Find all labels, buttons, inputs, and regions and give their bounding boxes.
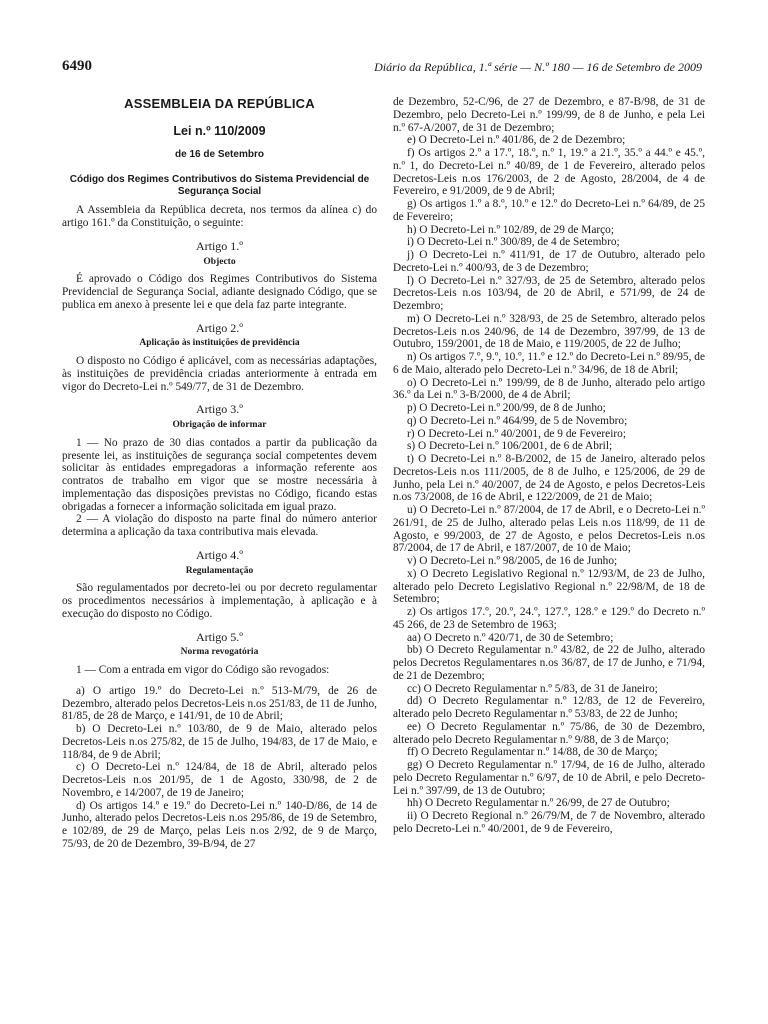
article-3-paragraph-1: 1 — No prazo de 30 dias contados a partir da publicação da presente lei, as instituições de segurança social competentes devem solicitar às entidades empregadoras a informação referente aos contratos de trabalho em vigor que se mostre necessária à implementação das disposições previstas no Código, ficando estas obrigadas a fornecer a informação solicitada em igual prazo.	[62, 436, 377, 513]
list-item: j) O Decreto-Lei n.º 411/91, de 17 de Outubro, alterado pelo Decreto-Lei n.º 400/93, de 3 de Dezembro;	[393, 249, 705, 274]
article-1-text: É aprovado o Código dos Regimes Contributivos do Sistema Previdencial de Segurança Social, adiante designado Código, que se publica em anexo à presente lei e que dela faz parte integrante.	[62, 273, 377, 311]
list-item: dd) O Decreto Regulamentar n.º 12/83, de 12 de Fevereiro, alterado pelo Decreto Regulamentar n.º 53/83, de 22 de Junho;	[393, 695, 705, 720]
article-4-heading: Artigo 4.º	[195, 547, 244, 562]
article-3-paragraph-2: 2 — A violação do disposto na parte final do número anterior determina a aplicação da taxa contributiva mais elevada.	[62, 513, 377, 538]
list-item: n) Os artigos 7.º, 9.º, 10.º, 11.º e 12.º do Decreto-Lei n.º 89/95, de 6 de Maio, alterado pelo Decreto-Lei n.º 34/96, de 18 de Abril;	[393, 351, 705, 376]
list-item: bb) O Decreto Regulamentar n.º 43/82, de 22 de Julho, alterado pelos Decretos Regulamentares n.os 36/87, de 17 de Junho, e 71/94, de 21 de Dezembro;	[393, 644, 705, 682]
list-item: x) O Decreto Legislativo Regional n.º 12/93/M, de 23 de Julho, alterado pelo Decreto Legislativo Regional n.º 22/98/M, de 18 de Setembro;	[393, 567, 705, 606]
assembly-heading: ASSEMBLEIA DA REPÚBLICA	[124, 96, 315, 111]
list-item: e) O Decreto-Lei n.º 401/86, de 2 de Dezembro;	[407, 134, 626, 147]
article-3-heading: Artigo 3.º	[195, 402, 244, 417]
article-1-heading: Artigo 1.º	[195, 238, 244, 253]
article-3-title: Obrigação de informar	[172, 420, 267, 430]
article-5-intro: 1 — Com a entrada em vigor do Código são revogados:	[76, 664, 330, 676]
list-item: g) Os artigos 1.º a 8.º, 10.º e 12.º do Decreto-Lei n.º 64/89, de 25 de Fevereiro;	[393, 198, 705, 223]
list-item: z) Os artigos 17.º, 20.º, 24.º, 127.º, 128.º e 129.º do Decreto n.º 45 266, de 23 de Setembro de 1963;	[393, 606, 705, 631]
article-5-heading: Artigo 5.º	[195, 629, 244, 644]
article-1-title: Objecto	[203, 256, 236, 267]
list-item: t) O Decreto-Lei n.º 8-B/2002, de 15 de Janeiro, alterado pelos Decretos-Leis n.os 111/2005, de 8 de Julho, e 125/2006, de 29 de Junho, pela Lei n.º 40/2007, de 24 de Agosto, e pelos Decretos-Leis n.os 73/2008, de 16 de Abril, e 122/2009, de 21 de Maio;	[393, 453, 705, 504]
list-item: h) O Decreto-Lei n.º 102/89, de 29 de Março;	[407, 223, 615, 236]
article-2-heading: Artigo 2.º	[195, 320, 244, 335]
law-title: Lei n.º 110/2009	[173, 123, 266, 138]
list-item: i) O Decreto-Lei n.º 300/89, de 4 de Setembro;	[407, 236, 620, 249]
list-item: v) O Decreto-Lei n.º 98/2005, de 16 de Junho;	[407, 555, 618, 567]
code-title: Código dos Regimes Contributivos do Sistema Previdencial de Segurança Social	[69, 174, 370, 198]
law-date: de 16 de Setembro	[175, 148, 264, 160]
left-column	[62, 96, 377, 851]
list-item: aa) O Decreto n.º 420/71, de 30 de Setembro;	[407, 631, 614, 644]
list-item: ff) O Decreto Regulamentar n.º 14/88, de 30 de Março;	[407, 746, 658, 759]
list-item: hh) O Decreto Regulamentar n.º 26/99, de 27 de Outubro;	[407, 797, 670, 810]
list-item: a) O artigo 19.º do Decreto-Lei n.º 513-M/79, de 26 de Dezembro, alterado pelos Decretos-Leis n.os 251/83, de 11 de Junho, 81/85, de 28 de Março, e 141/91, de 10 de Abril;	[62, 684, 377, 723]
list-item: r) O Decreto-Lei n.º 40/2001, de 9 de Fevereiro;	[407, 427, 626, 440]
right-column	[393, 96, 705, 836]
list-item: d) Os artigos 14.º e 19.º do Decreto-Lei n.º 140-D/86, de 14 de Junho, alterado pelos Decretos-Leis n.os 295/86, de 19 de Setembro, e 102/89, de 29 de Março, pelas Leis n.os 2/92, de 9 de Março, 75/93, de 20 de Dezembro, 39-B/94, de 27	[62, 799, 377, 850]
list-item: f) Os artigos 2.º a 17.º, 18.º, n.º 1, 19.º a 21.º, 35.º a 44.º e 45.º, n.º 1, do Decreto-Lei n.º 40/89, de 1 de Fevereiro, alterado pelos Decretos-Leis n.os 176/2003, de 2 de Agosto, 28/2004, de 4 de Fevereiro, e 91/2009, de 9 de Abril;	[393, 147, 705, 198]
list-item: u) O Decreto-Lei n.º 87/2004, de 17 de Abril, e o Decreto-Lei n.º 261/91, de 25 de Julho, alterado pelas Leis n.os 118/99, de 11 de Agosto, e 99/2003, de 27 de Agosto, e pelos Decretos-Leis n.os 87/2004, de 17 de Abril, e 187/2007, de 10 de Maio;	[393, 504, 705, 555]
list-item: gg) O Decreto Regulamentar n.º 17/94, de 16 de Julho, alterado pelo Decreto Regulamentar n.º 6/97, de 10 de Abril, e pelo Decreto-Lei n.º 397/99, de 13 de Outubro;	[393, 759, 705, 797]
list-item: ii) O Decreto Regional n.º 26/79/M, de 7 de Novembro, alterado pelo Decreto-Lei n.º 40/2001, de 9 de Fevereiro,	[393, 810, 705, 835]
list-item: o) O Decreto-Lei n.º 199/99, de 8 de Junho, alterado pelo artigo 36.º da Lei n.º 3-B/2000, de 4 de Abril;	[393, 376, 705, 402]
continuation-paragraph: de Dezembro, 52-C/96, de 27 de Dezembro, e 87-B/98, de 31 de Dezembro, pelo Decreto-Lei n.º 199/99, de 8 de Junho, e pela Lei n.º 67-A/2007, de 31 de Dezembro;	[393, 96, 705, 134]
preamble-paragraph: A Assembleia da República decreta, nos termos da alínea c) do artigo 161.º da Constituição, o seguinte:	[62, 204, 377, 229]
page-number: 6490	[62, 58, 92, 74]
list-item: c) O Decreto-Lei n.º 124/84, de 18 de Abril, alterado pelos Decretos-Leis n.os 201/95, de 1 de Agosto, 330/98, de 2 de Novembro, e 14/2007, de 19 de Janeiro;	[62, 761, 377, 799]
article-2-title: Aplicação às instituições de previdência	[139, 338, 300, 349]
running-head: Diário da República, 1.ª série — N.º 180 — 16 de Setembro de 2009	[374, 60, 702, 74]
list-item: s) O Decreto-Lei n.º 106/2001, de 6 de Abril;	[407, 440, 613, 453]
article-5-title: Norma revogatória	[180, 647, 259, 658]
article-2-text: O disposto no Código é aplicável, com as necessárias adaptações, às instituições de previdência criadas anteriormente à entrada em vigor do Decreto-Lei n.º 549/77, de 31 de Dezembro.	[62, 355, 377, 393]
article-4-title: Regulamentação	[185, 565, 254, 576]
page-header	[62, 58, 702, 78]
list-item: m) O Decreto-Lei n.º 328/93, de 25 de Setembro, alterado pelos Decretos-Leis n.os 240/96, de 14 de Dezembro, 397/99, de 13 de Outubro, 159/2001, de 18 de Maio, e 119/2005, de 22 de Julho;	[393, 312, 705, 351]
list-item: l) O Decreto-Lei n.º 327/93, de 25 de Setembro, alterado pelos Decretos-Leis n.os 103/94, de 20 de Abril, e 571/99, de 24 de Dezembro;	[393, 274, 705, 312]
list-item: q) O Decreto-Lei n.º 464/99, de 5 de Novembro;	[407, 414, 628, 427]
list-item: ee) O Decreto Regulamentar n.º 75/86, de 30 de Dezembro, alterado pelo Decreto Regulamentar n.º 9/88, de 3 de Março;	[393, 720, 705, 746]
list-item: p) O Decreto-Lei n.º 200/99, de 8 de Junho;	[407, 402, 606, 414]
list-item: b) O Decreto-Lei n.º 103/80, de 9 de Maio, alterado pelos Decretos-Leis n.os 275/82, de 15 de Julho, 194/83, de 17 de Maio, e 118/84, de 9 de Abril;	[62, 723, 377, 761]
article-4-text: São regulamentados por decreto-lei ou por decreto regulamentar os procedimentos necessários à implementação, à aplicação e à execução do disposto no Código.	[62, 582, 377, 620]
list-item: cc) O Decreto Regulamentar n.º 5/83, de 31 de Janeiro;	[407, 682, 658, 695]
